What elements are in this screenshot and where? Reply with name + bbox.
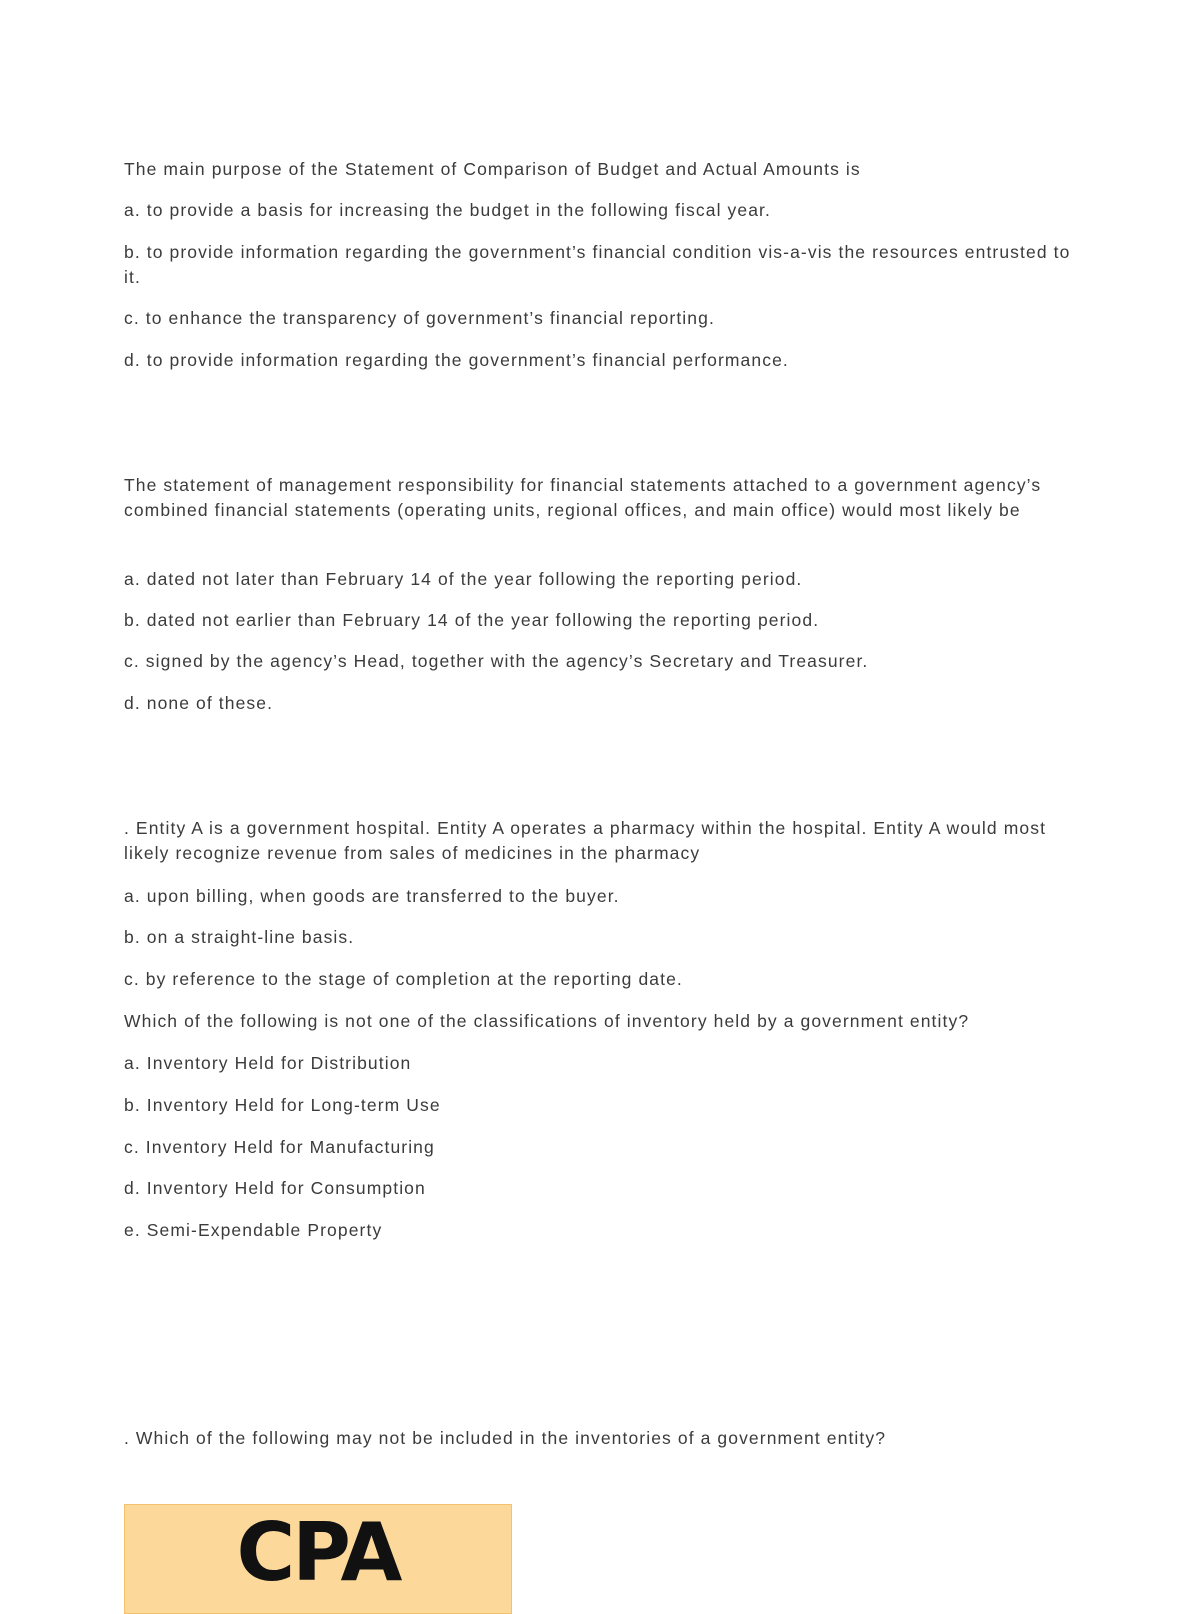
question-4-option-a: a. Inventory Held for Distribution bbox=[124, 1053, 412, 1073]
question-4-option-e: e. Semi-Expendable Property bbox=[124, 1220, 383, 1240]
question-2-option-c: c. signed by the agency’s Head, together with the agency’s Secretary and Treasurer. bbox=[124, 651, 869, 671]
question-1-option-a: a. to provide a basis for increasing the budget in the following fiscal year. bbox=[124, 200, 771, 220]
question-4-option-c: c. Inventory Held for Manufacturing bbox=[124, 1137, 435, 1157]
question-4-stem: Which of the following is not one of the classifications of inventory held by a government entity? bbox=[124, 1011, 970, 1031]
question-1-option-c: c. to enhance the transparency of government’s financial reporting. bbox=[124, 308, 715, 328]
cpa-watermark-box bbox=[124, 1504, 512, 1614]
question-4-option-b: b. Inventory Held for Long-term Use bbox=[124, 1095, 441, 1115]
question-1-option-b: b. to provide information regarding the government’s financial condition vis-a-vis the resources entrusted to it. bbox=[124, 242, 1071, 287]
question-4-option-d: d. Inventory Held for Consumption bbox=[124, 1178, 426, 1198]
question-3-stem: . Entity A is a government hospital. Entity A operates a pharmacy within the hospital. Entity A would most likely recognize revenue from sales of medicines in the pharmacy bbox=[124, 818, 1047, 863]
question-1-stem: The main purpose of the Statement of Comparison of Budget and Actual Amounts is bbox=[124, 159, 861, 179]
question-3-option-a: a. upon billing, when goods are transferred to the buyer. bbox=[124, 886, 620, 906]
question-2-stem: The statement of management responsibility for financial statements attached to a government agency’s combined financial statements (operating units, regional offices, and main office) would most likely be bbox=[124, 475, 1042, 520]
question-1-option-d: d. to provide information regarding the government’s financial performance. bbox=[124, 350, 789, 370]
question-3-option-c: c. by reference to the stage of completion at the reporting date. bbox=[124, 969, 683, 989]
question-2-option-b: b. dated not earlier than February 14 of the year following the reporting period. bbox=[124, 610, 820, 630]
question-3-option-b: b. on a straight-line basis. bbox=[124, 927, 355, 947]
question-2-option-a: a. dated not later than February 14 of the year following the reporting period. bbox=[124, 569, 803, 589]
question-5-stem: . Which of the following may not be included in the inventories of a government entity? bbox=[124, 1428, 887, 1448]
question-2-option-d: d. none of these. bbox=[124, 693, 274, 713]
cpa-watermark-text: CPA bbox=[236, 1506, 400, 1599]
